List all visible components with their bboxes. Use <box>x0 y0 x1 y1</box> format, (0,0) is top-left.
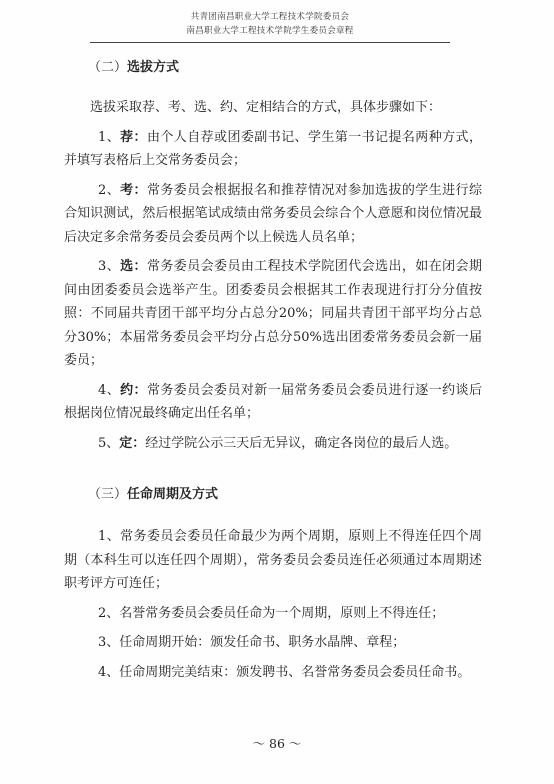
section-2-intro: 选拔采取荐、考、选、约、定相结合的方式，具体步骤如下： <box>90 100 442 115</box>
section-3-heading <box>64 485 482 505</box>
item-number: 3、 <box>98 635 120 650</box>
item-keyword: 约： <box>120 382 147 398</box>
section-2-item-5 <box>64 432 482 456</box>
section-2-item-2 <box>64 179 482 250</box>
item-text: 任命周期完美结束：颁发聘书、名誉常务委员会委员任命书。 <box>119 664 471 680</box>
header-line-1: 共青团南昌职业大学工程技术学院委员会 <box>190 12 350 22</box>
section-3-item-2 <box>64 602 482 626</box>
section-2-number: （二） <box>88 60 128 75</box>
section-2-item-1 <box>64 126 482 173</box>
item-number: 4、 <box>98 382 121 398</box>
item-text: 经过学院公示三天后无异议，确定各岗位的最后人选。 <box>145 435 458 451</box>
header-line-2: 南昌职业大学工程技术学院学生委员会章程 <box>186 26 354 36</box>
item-text: 常务委员会根据报名和推荐情况对参加选拔的学生进行综合知识测试，然后根据笔试成绩由常务委员会综合个人意愿和岗位情况最后决定多余常务委员会委员两个以上候选人员名单； <box>64 182 482 245</box>
item-number: 1、 <box>98 129 121 145</box>
item-text: 常务委员会委员由工程技术学院团代会选出，如在闭会期间由团委委员会选举产生。团委委员会根据其工作表现进行打分分值按照：不同届共青团干部平均分占总分20%；同届共青团干部平均分占总分30%；本届常务委员会平均分占总分50%选出团委常务委员会新一届委员； <box>64 259 482 368</box>
section-2-heading <box>64 58 482 78</box>
section-3-title: 任命周期及方式 <box>127 487 219 502</box>
section-3-item-1 <box>64 525 482 596</box>
item-text: 名誉常务委员会委员任命为一个周期，原则上不得连任； <box>119 605 445 621</box>
item-text: 常务委员会委员任命最少为两个周期，原则上不得连任四个周期（本科生可以连任四个周期），常务委员会委员连任必须通过本周期述职考评方可连任； <box>64 529 482 591</box>
page-content <box>64 58 482 684</box>
item-keyword: 考： <box>120 182 147 198</box>
section-3-item-4 <box>64 661 482 685</box>
item-text: 常务委员会委员对新一届常务委员会委员进行逐一约谈后根据岗位情况最终确定出任名单； <box>64 382 482 421</box>
item-text: 任命周期开始：颁发任命书、职务水晶牌、章程； <box>119 635 406 650</box>
item-text: 由个人自荐或团委副书记、学生第一书记提名两种方式，并填写表格后上交常务委员会； <box>64 129 482 168</box>
item-number: 1、 <box>98 529 121 544</box>
item-number: 2、 <box>98 605 120 621</box>
item-keyword: 选： <box>120 259 147 274</box>
item-number: 4、 <box>98 664 120 680</box>
header-divider <box>90 42 450 43</box>
section-3-item-3 <box>64 631 482 655</box>
section-3-number: （三） <box>88 487 128 502</box>
section-2-item-3 <box>64 255 482 373</box>
page-header <box>90 10 450 38</box>
item-keyword: 荐： <box>120 129 147 145</box>
page-number: ～ 86 ～ <box>252 736 302 751</box>
item-number: 3、 <box>98 259 121 274</box>
item-keyword: 定： <box>119 435 146 451</box>
section-2-item-4 <box>64 379 482 426</box>
section-2-title: 选拔方式 <box>127 60 180 75</box>
item-number: 5、 <box>98 435 120 451</box>
item-number: 2、 <box>98 182 121 198</box>
